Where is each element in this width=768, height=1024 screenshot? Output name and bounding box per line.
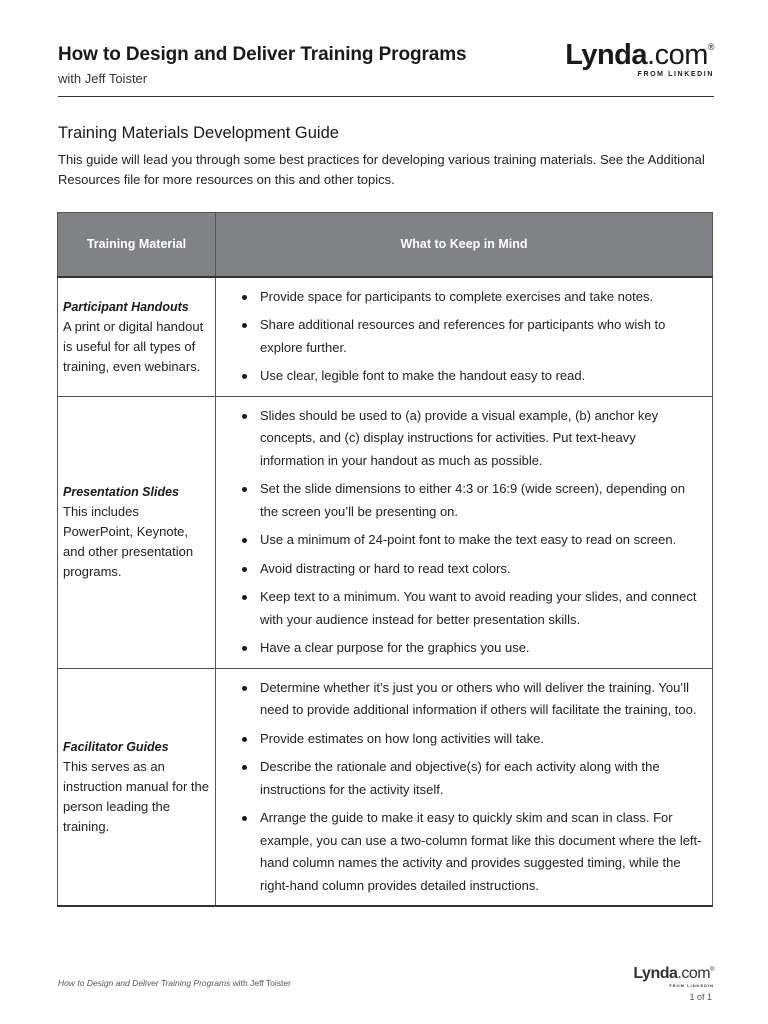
intro-paragraph: This guide will lead you through some best practices for developing various training materials. See the Additional Resources file for more resources on this and other topics. — [58, 152, 705, 187]
table-row — [58, 277, 713, 397]
course-title: How to Design and Deliver Training Programs — [58, 44, 467, 65]
logo-tagline: FROM LINKEDIN — [637, 71, 714, 78]
material-cell — [58, 396, 216, 668]
tips-list — [242, 286, 702, 388]
logo-suffix: .com — [647, 39, 708, 71]
footer-logo-name: Lynda — [633, 965, 678, 982]
material-cell — [58, 277, 216, 397]
material-name: Facilitator Guides — [63, 739, 169, 754]
guide-table — [57, 212, 713, 907]
material-cell — [58, 668, 216, 906]
material-name: Presentation Slides — [63, 485, 180, 499]
footer-byline: with Jeff Toister — [232, 978, 291, 988]
tip-item: Arrange the guide to make it easy to quickly skim and scan in class. For example, you can use a two-column format like this document where the left-hand column names the activity and provides suggested timing, while the right-hand column provides detailed instructions. — [242, 807, 702, 897]
footer-logo-suffix: .com — [677, 965, 711, 982]
page-number: 1 of 1 — [689, 992, 712, 1002]
header-what-to-keep-in-mind: What to Keep in Mind — [216, 213, 713, 277]
material-description: This serves as an instruction manual for the person leading the training. — [63, 758, 209, 834]
footer-text — [58, 978, 291, 988]
tips-list — [242, 405, 702, 660]
tips-cell — [216, 277, 713, 397]
tip-item: Slides should be used to (a) provide a visual example, (b) anchor key concepts, and (c) display instructions for activities. Put text-heavy information in your handout as much as possible. — [242, 405, 702, 473]
tip-item: Provide estimates on how long activities will take. — [242, 728, 702, 751]
tips-cell — [216, 668, 713, 906]
material-description: A print or digital handout is useful for all types of training, even webinars. — [63, 318, 204, 374]
table-row — [58, 396, 713, 668]
table-row — [58, 668, 713, 906]
author-byline: with Jeff Toister — [58, 71, 148, 86]
tip-item: Describe the rationale and objective(s) for each activity along with the instructions for the activity itself. — [242, 756, 702, 801]
tip-item: Determine whether it’s just you or others who will deliver the training. You’ll need to provide additional information if others will facilitate the training, too. — [242, 677, 702, 722]
footer-course-title: How to Design and Deliver Training Programs — [58, 978, 231, 988]
material-name: Participant Handouts — [63, 299, 189, 314]
tip-item: Share additional resources and references for participants who wish to explore further. — [242, 314, 702, 359]
logo-registered-mark: ® — [707, 42, 714, 52]
tip-item: Keep text to a minimum. You want to avoid reading your slides, and connect with your audience instead for better presentation skills. — [242, 586, 702, 631]
logo-name: Lynda — [565, 39, 648, 71]
tip-item: Set the slide dimensions to either 4:3 or 16:9 (wide screen), depending on the screen you’ll be presenting on. — [242, 478, 702, 523]
tip-item: Have a clear purpose for the graphics you use. — [242, 637, 702, 660]
footer-logo-mark: ® — [710, 967, 714, 973]
footer-logo-tagline: FROM LINKEDIN — [669, 983, 714, 988]
material-description: This includes PowerPoint, Keynote, and other presentation programs. — [63, 504, 194, 579]
footer-lynda-logo — [633, 966, 714, 988]
tip-item: Use a minimum of 24-point font to make the text easy to read on screen. — [242, 529, 702, 552]
tip-item: Use clear, legible font to make the handout easy to read. — [242, 365, 702, 388]
tips-list — [242, 677, 702, 898]
tips-cell — [216, 396, 713, 668]
document-header — [58, 39, 714, 96]
table-header-row — [58, 213, 713, 277]
lynda-logo — [565, 41, 714, 78]
header-divider — [58, 96, 714, 97]
document-title: Training Materials Development Guide — [58, 124, 339, 142]
tip-item: Avoid distracting or hard to read text colors. — [242, 558, 702, 581]
tip-item: Provide space for participants to complete exercises and take notes. — [242, 286, 702, 309]
header-training-material: Training Material — [58, 213, 216, 277]
